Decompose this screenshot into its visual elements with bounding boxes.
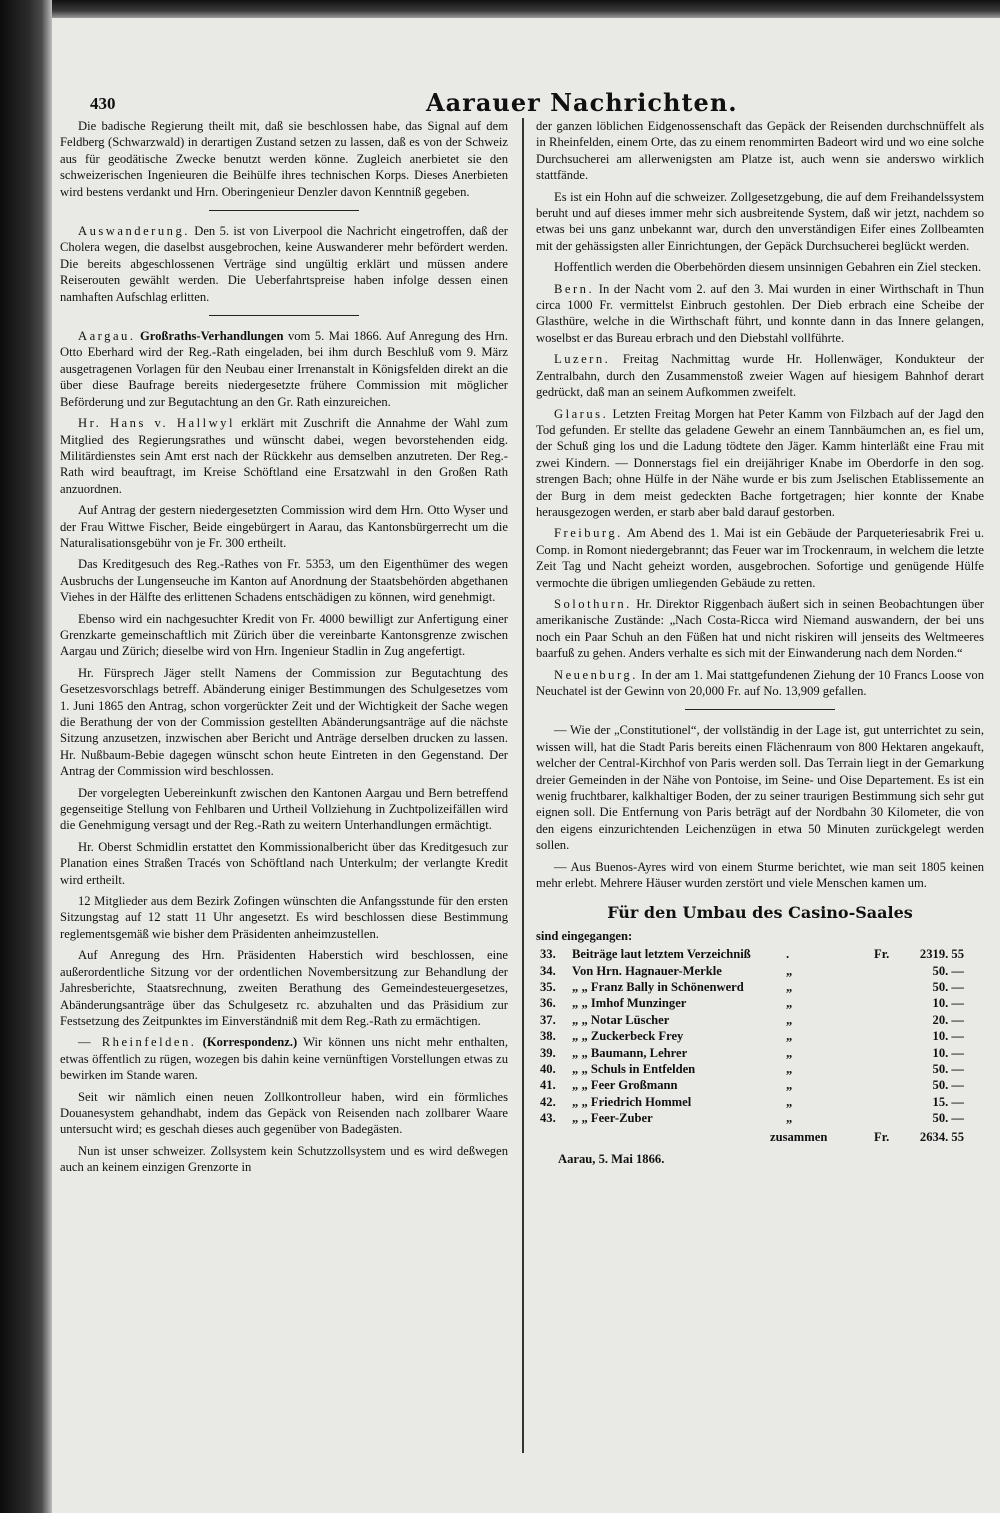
scan-binding-edge	[0, 0, 52, 1513]
article-auswanderung	[60, 223, 508, 305]
article-lead: Freiburg.	[554, 526, 623, 541]
left-column	[60, 118, 508, 1498]
donation-number: 33.	[540, 947, 556, 962]
donation-list-title: Für den Umbau des Casino-Saales	[607, 903, 913, 923]
donation-amount: 2319. 55	[919, 947, 964, 962]
donor-name: „ „ Imhof Munzinger	[572, 996, 687, 1011]
article-paragraph: Hoffentlich werden die Oberbehörden diesem unsinnigen Gebahren ein Ziel stecken.	[554, 260, 982, 275]
total-amount: 2634. 55	[919, 1129, 964, 1144]
article-solothurn	[536, 596, 984, 662]
ditto-mark: „	[786, 1094, 793, 1109]
article-bern	[536, 281, 984, 347]
article-neuenburg	[536, 667, 984, 700]
article-text: erklärt mit Zuschrift die Annahme der Wahl zum Mitglied des Regierungsrathes und wünscht dabei, wegen bevorstehenden eidg. Militärdienstes sein Amt erst nach der Rückkehr aus demselben anzutreten. Der Reg.-Rath wird beauftragt, im Kreise Schöftland eine Ersatzwahl in den Großen Rath anzuordnen.	[60, 416, 508, 496]
donation-amount: 50. —	[932, 1062, 964, 1077]
donor-name: „ „ Feer-Zuber	[572, 1111, 653, 1126]
donation-number: 36.	[540, 996, 556, 1011]
donation-amount: 50. —	[932, 963, 964, 978]
article-paragraph: Nun ist unser schweizer. Zollsystem kein Schutzzollsystem und es wird deßwegen auch an keinem einzigen Grenzorte in	[60, 1143, 508, 1175]
article-text: Hr. Direktor Riggenbach äußert sich in seinen Beobachtungen über amerikanische Zustände: „Nach Costa-Ricca wird Niemand auswandern, der bei uns noch ein Paar Schuh an den Füßen hat und nicht riskiren will jenseits des Weltmeeres baarfuß zu gehen. Anders verhalte es sich mit der Einwanderung nach dem Norden.“	[536, 596, 984, 661]
article-lead: Luzern.	[554, 352, 611, 367]
article-paragraph: Es ist ein Hohn auf die schweizer. Zollgesetzgebung, die auf dem Freihandelssystem beruht und auf dieses immer mehr sich ausbreitende System, daß wir jetzt, nachdem so etwas bei uns ganz unbekannt war, durch den unverständigen Eifer eines Zollbeamten mit der gehässigsten aller Einrichtungen, der Gepäck Durchsucherei beglückt werden.	[536, 189, 984, 253]
donor-name: „ „ Feer Großmann	[572, 1078, 678, 1093]
article-lead: Aargau.	[78, 329, 136, 344]
article-paragraph: Der vorgelegten Uebereinkunft zwischen den Kantonen Aargau und Bern betreffend gegenseitige Stellung von Fehlbaren und Urtheil Vollziehung in Zuchtpolizeifällen wird die Genehmigung versagt und der Reg.-Rath zu weitern Unterhandlungen ermächtigt.	[60, 785, 508, 833]
article-text: Freitag Nachmittag wurde Hr. Hollenwäger, Kondukteur der Zentralbahn, durch den Zusammenstoß zweier Wagen auf hiesigem Bahnhof derart gedrückt, daß man an seinem Aufkommen zweifelt.	[536, 352, 984, 400]
donation-row	[536, 1110, 984, 1126]
article-luzern	[536, 351, 984, 400]
article-text: Wir können uns nicht mehr enthalten, etwas öffentlich zu rügen, wozegen bis dahin keine vernünftigen Vorstellungen etwas zu bewirken im Stande waren.	[60, 1035, 508, 1083]
article-lead: Glarus.	[554, 406, 609, 421]
page-header	[90, 88, 990, 118]
donation-row	[536, 1028, 984, 1044]
article-paragraph: Auf Antrag der gestern niedergesetzten Commission wird dem Hrn. Otto Wyser und der Frau Wittwe Fischer, Beide eingebürgert in Aarau, das Kantonsbürgerrecht um die Naturalisationsgebühr von je Fr. 300 ertheilt.	[60, 503, 508, 550]
ditto-mark: „	[786, 1012, 793, 1027]
column-divider	[522, 118, 524, 1453]
article-text: Am Abend des 1. Mai ist ein Gebäude der Parqueteriesabrik Frei u. Comp. in Romont niedergebrannt; das Feuer war im Trockenraum, in welchem die letzte Zeit Tag und Nacht geheizt worden, ausgebrochen. Sofortige und genügende Hülfe vermochte die übrigen umliegenden Gebäude zu retten.	[536, 526, 984, 590]
article-text: Den 5. ist von Liverpool die Nachricht eingetroffen, daß der Cholera wegen, die daselbst ausgebrochen, keine Auswanderer mehr befördert werden. Die bereits abgeschlossenen Verträge sind ungültig erklärt und müssen andere Reiserouten gewählt werden. Die Ueberfahrtspreise haben infolge dessen einen namhaften Aufschlag erlitten.	[60, 224, 508, 304]
ditto-mark: „	[786, 1029, 793, 1044]
donor-name: „ „ Baumann, Lehrer	[572, 1045, 688, 1060]
article-paragraph: Ebenso wird ein nachgesuchter Kredit von Fr. 4000 bewilligt zur Anfertigung einer Grenzkarte gemeinschaftlich mit Zürich über die vereinbarte Kantonsgrenze zwischen Aargau und Zürich; dieselbe wird von Hrn. Ingenieur Stadlin in Zug angefertigt.	[60, 611, 508, 659]
article-aargau	[60, 328, 508, 410]
donation-amount: 50. —	[932, 1078, 964, 1093]
article-paragraph	[60, 415, 508, 497]
donor-name: „ „ Franz Bally in Schönenwerd	[572, 980, 744, 995]
currency-label: Fr.	[874, 947, 890, 962]
donation-list	[536, 946, 984, 1126]
ditto-mark: „	[786, 1111, 793, 1126]
donor-name: Beiträge laut letztem Verzeichniß	[572, 947, 751, 962]
article-paragraph: Seit wir nämlich einen neuen Zollkontrolleur haben, wird ein förmliches Douanesystem gehandhabt, indem das Gepäck von Reisenden nach zollbarer Waare untersucht wird; es geschah dieses auch gegenüber von Badegästen.	[60, 1089, 508, 1137]
donation-number: 41.	[540, 1078, 556, 1093]
donation-amount: 50. —	[932, 1111, 964, 1126]
ditto-mark: „	[786, 996, 793, 1011]
donation-amount: 10. —	[932, 996, 964, 1011]
article-paragraph: der ganzen löblichen Eidgenossenschaft das Gepäck der Reisenden durchschnüffelt als in Rheinfelden, einem Orte, das zu einem renommirten Badeort wird und wo eine solche Durchsucherei am allerwenigsten am Platze ist, auch wenn sie anderswo wirklich stattfände.	[536, 119, 984, 183]
donation-amount: 10. —	[932, 1045, 964, 1060]
article-text: In der am 1. Mai stattgefundenen Ziehung der 10 Francs Loose von Neuchatel ist der Gewinn von 20,000 Fr. auf No. 13,909 gefallen.	[536, 667, 984, 698]
article-lead: Auswanderung.	[78, 224, 190, 239]
section-rule	[209, 210, 359, 211]
article-paragraph: Auf Anregung des Hrn. Präsidenten Haberstich wird beschlossen, eine außerordentliche Sitzung vor der ordentlichen Novembersitzung zur Behandlung der Jahresberichte, Staatsrechnung, zweiten Berathung des Gemeindesteuergesetzes, Abänderungsanträge über das Schulgesetz rc. abzuhalten und das Präsidium zur Festsetzung des Zeitpunktes im Einverständniß mit dem Reg.-Rath zu ermächtigen.	[60, 948, 508, 1028]
ditto-mark: „	[786, 1078, 793, 1093]
donation-number: 38.	[540, 1029, 556, 1044]
article-glarus	[536, 406, 984, 521]
article-lead: Bern.	[554, 281, 595, 296]
article-lead: Neuenburg.	[554, 667, 638, 682]
donation-number: 39.	[540, 1045, 556, 1060]
donation-total-row	[536, 1129, 984, 1147]
article-text: In der Nacht vom 2. auf den 3. Mai wurden in einer Wirthschaft in Thun circa 1000 Fr. vermittelst Einbruch gestohlen. Der Dieb erbrach eine Scheibe der Glasthüre, welche in die Wirthschaft führt, und konnte dann in das Innere gelangen, woselbst er das Bureau erbrach und den Diebstahl vollführte.	[536, 281, 984, 345]
ditto-mark: „	[786, 1045, 793, 1060]
donation-row	[536, 963, 984, 979]
donation-row	[536, 1045, 984, 1061]
article-paris: — Wie der „Constitutionel“, der vollständig in der Lage ist, gut unterrichtet zu sein, wissen will, hat die Stadt Paris bereits einen Flächenraum von 800 Hektaren angekauft, welcher der Central-Kirchhof von Paris werden soll. Das Terrain liegt in der Gemarkung dreier Gemeinden in der Nähe von Pontoise, im Seine- und Oise Departement. Es ist ein wenig fruchtbarer, kalkhaltiger Boden, der zu seiner traurigen Bestimmung sich sehr gut eignen soll. Die Entfernung von Paris beträgt auf der Nordbahn 30 Kilometer, die von den eigens einzurichtenden Leichenzügen in etwa 50 Minuten zurückgelegt werden sollen.	[536, 723, 984, 853]
article-lead: — Rheinfelden.	[78, 1035, 197, 1050]
article-paragraph: 12 Mitglieder aus dem Bezirk Zofingen wünschten die Anfangsstunde für den ersten Sitzungstag auf 12 statt 11 Uhr angesetzt. Es wird beschlossen diese Bestimmung reglementsgemäß wie bisher dem Präsidenten anheimzustellen.	[60, 894, 508, 941]
donation-row	[536, 995, 984, 1011]
donation-row	[536, 979, 984, 995]
donation-row	[536, 1077, 984, 1093]
article-text: vom 5. Mai 1866. Auf Anregung des Hrn. Otto Eberhard wird der Reg.-Rath eingeladen, bei ihm durch Beschluß vom 9. März ausgetragenen Vorlagen für den Neubau einer Irrenanstalt in Königsfelden direkt an die über diese Baufrage bereits niedergesetzte frühere Commission mit möglicher Beförderung und zur Begutachtung an den Gr. Rath einzureichen.	[60, 329, 508, 409]
article-paragraph: Das Kreditgesuch des Reg.-Rathes von Fr. 5353, um den Eigenthümer des wegen Ausbruchs der Lungenseuche im Kanton auf Anordnung der Staatsbehörden abgethanen Viehes in der Hälfte des erlittenen Schadens entschädigen zu können, wird genehmigt.	[60, 557, 508, 605]
donation-amount: 10. —	[932, 1029, 964, 1044]
donation-row	[536, 1094, 984, 1110]
scan-top-edge	[0, 0, 1000, 18]
donor-name: „ „ Zuckerbeck Frey	[572, 1029, 684, 1044]
article-heading: Großraths-Verhandlungen	[135, 329, 284, 344]
section-rule	[209, 315, 359, 316]
donation-row	[536, 946, 984, 962]
article-lead: Hr. Hans v. Hallwyl	[78, 416, 235, 431]
donation-row	[536, 1061, 984, 1077]
ditto-mark: „	[786, 980, 793, 995]
article-paragraph: Hr. Fürsprech Jäger stellt Namens der Commission zur Begutachtung des Gesetzesvorschlags betreff. Abänderung einiger Bestimmungen des Schulgesetzes vom 1. Juni 1865 den Antrag, schon vorgerückter Zeit und der Wichtigkeit der Sache wegen die Berathung der von der Commission gestellten Abänderungsanträge auf die nächste Sitzung anzusetzen, inzwischen aber Bericht und Anträge derselben drucken zu lassen. Hr. Nußbaum-Bebie dagegen wünscht schon heute Eintreten in den Gegenstand. Der Antrag der Commission wird beschlossen.	[60, 665, 508, 779]
donor-name: Von Hrn. Hagnauer-Merkle	[572, 963, 722, 978]
article-paragraph: Hr. Oberst Schmidlin erstattet den Kommissionalbericht über das Kreditgesuch zur Planation eines Straßen Tracés von Schöftland nach Unterkulm; der verlangte Kredit wird ertheilt.	[60, 839, 508, 887]
donation-number: 37.	[540, 1012, 556, 1027]
donor-name: „ „ Friedrich Hommel	[572, 1094, 692, 1109]
donation-row	[536, 1012, 984, 1028]
donation-amount: 15. —	[932, 1094, 964, 1109]
ditto-mark: „	[786, 1062, 793, 1077]
article-freiburg	[536, 525, 984, 591]
ditto-mark: .	[786, 947, 790, 962]
currency-label: Fr.	[874, 1129, 890, 1144]
donor-name: „ „ Schuls in Entfelden	[572, 1062, 696, 1077]
donation-number: 40.	[540, 1062, 556, 1077]
ditto-mark: „	[786, 963, 793, 978]
section-rule	[685, 709, 835, 710]
article-lead: Solothurn.	[554, 596, 632, 611]
article-feldberg-signal: Die badische Regierung theilt mit, daß sie beschlossen habe, das Signal auf dem Feldberg (Schwarzwald) in derartigen Zustand setzen zu lassen, daß es von der Schweiz aus für geodätische Zwecke benutzt werden könne. Zugleich anerbietet sie den schweizerischen Ingenieuren die Beihülfe ihres technischen Korps. Dieses Anerbieten wird bestens verdankt und Hrn. Oberingenieur Denzler davon Kenntniß gegeben.	[60, 119, 508, 199]
article-text: Letzten Freitag Morgen hat Peter Kamm von Filzbach auf der Jagd den Tod gefunden. Er stellte das geladene Gewehr an einem Tannbäumchen an, es fiel um, der Schuß ging los und die Ladung tödtete den Jäger. Kamm hinterläßt eine Frau mit zwei Kindern. — Donnerstags fiel ein dreijähriger Knabe im Oberdorfe in den sog. strengen Bach; ohne Hülfe in der Nähe wurde er bis zum Jselischen Etablissemente an der Burg in dem meist gedeckten Bache fortgetragen; hier konnte der Knabe herausgezogen werden, er starb aber bald darauf gestorben.	[536, 406, 984, 519]
donation-number: 35.	[540, 980, 556, 995]
article-heading: (Korrespondenz.)	[196, 1035, 298, 1050]
donation-number: 34.	[540, 963, 556, 978]
article-buenos-ayres: — Aus Buenos-Ayres wird von einem Sturme berichtet, wie man seit 1805 keinen mehr erlebt. Mehrere Häuser wurden zerstört und viele Menschen kamen um.	[536, 859, 984, 891]
donation-amount: 50. —	[932, 980, 964, 995]
masthead-title: Aarauer Nachrichten.	[426, 88, 738, 117]
place-date-signature: Aarau, 5. Mai 1866.	[558, 1151, 665, 1166]
article-rheinfelden	[60, 1034, 508, 1083]
donation-amount: 20. —	[932, 1012, 964, 1027]
newspaper-page	[52, 18, 1000, 1513]
total-label: zusammen	[770, 1129, 828, 1144]
right-column	[536, 118, 984, 1498]
donor-name: „ „ Notar Lüscher	[572, 1012, 670, 1027]
donation-number: 43.	[540, 1111, 556, 1126]
donation-list-intro: sind eingegangen:	[536, 928, 633, 943]
page-number: 430	[90, 94, 116, 113]
donation-number: 42.	[540, 1094, 556, 1109]
